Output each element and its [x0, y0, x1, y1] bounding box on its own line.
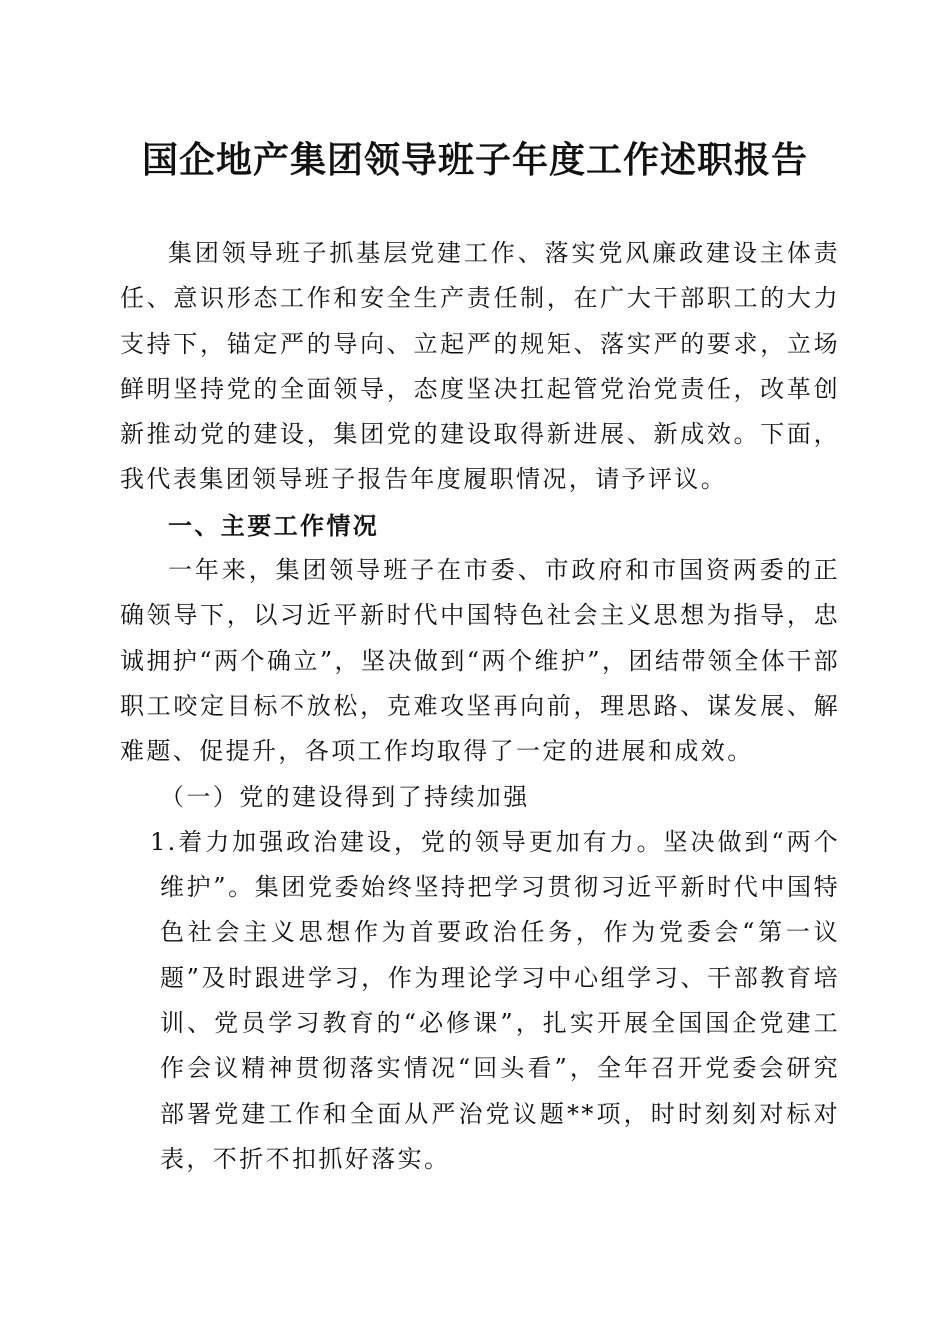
subsection-heading: （一）党的建设得到了持续加强	[160, 782, 530, 811]
document-title: 国企地产集团领导班子年度工作述职报告	[141, 139, 808, 181]
document-body	[120, 231, 840, 1182]
overview-paragraph: 一年来，集团领导班子在市委、市政府和市国资两委的正确领导下，以习近平新时代中国特色社会主义思想为指导，忠诚拥护“两个确立”，坚决做到“两个维护”，团结带领全体干部职工咬定目标不放松，克难攻坚再向前，理思路、谋发展、解难题、促提升，各项工作均取得了一定的进展和成效。	[120, 556, 840, 766]
intro-paragraph: 集团领导班子抓基层党建工作、落实党风廉政建设主体责任、意识形态工作和安全生产责任制，在广大干部职工的大力支持下，锚定严的导向、立起严的规矩、落实严的要求，立场鲜明坚持党的全面领导，态度坚决扛起管党治党责任，改革创新推动党的建设，集团党的建设取得新进展、新成效。下面，我代表集团领导班子报告年度履职情况，请予评议。	[120, 239, 840, 494]
section-heading: 一、主要工作情况	[168, 510, 380, 540]
item-paragraph: 1.着力加强政治建设，党的领导更加有力。坚决做到“两个维护”。集团党委始终坚持把学习贯彻习近平新时代中国特色社会主义思想作为首要政治任务，作为党委会“第一议题”及时跟进学习，作为理论学习中心组学习、干部教育培训、党员学习教育的“必修课”，扎实开展全国国企党建工作会议精神贯彻落实情况“回头看”，全年召开党委会研究部署党建工作和全面从严治党议题**项，时时刻刻对标对表，不折不扣抓好落实。	[150, 827, 840, 1173]
